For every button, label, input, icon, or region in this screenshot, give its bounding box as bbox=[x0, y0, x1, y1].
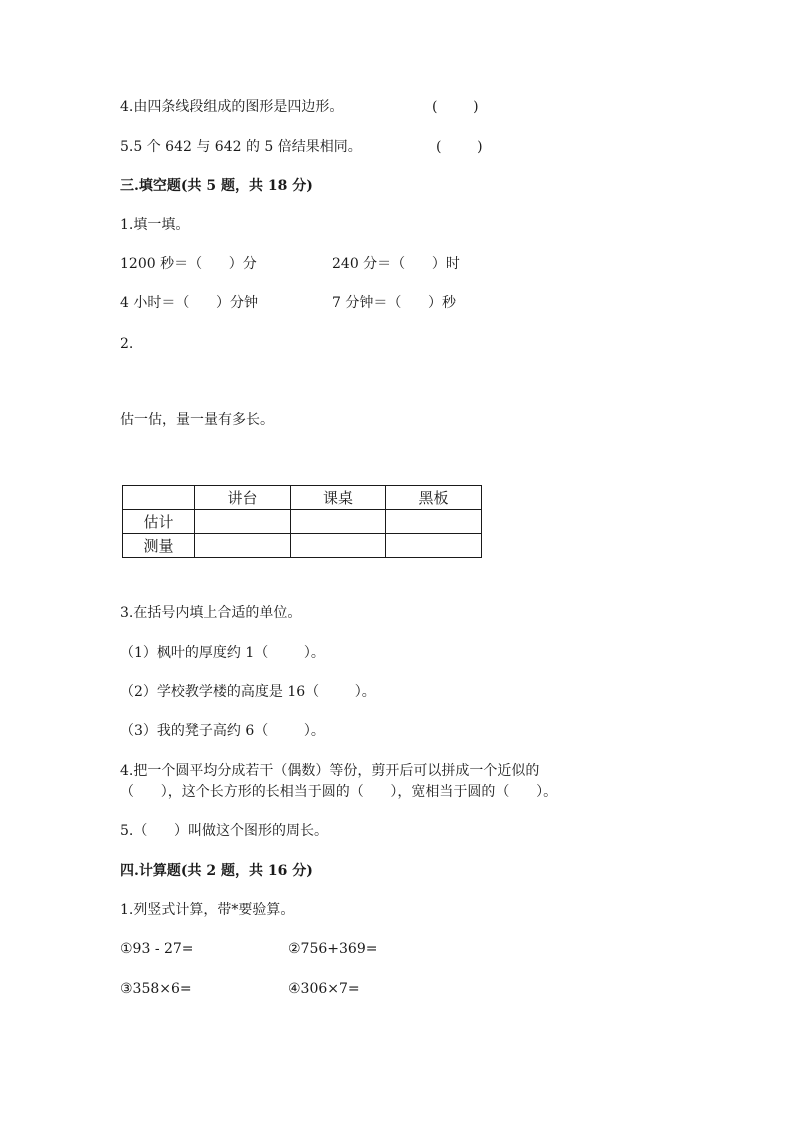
table-header-cell: 黑板 bbox=[386, 486, 482, 510]
unit-item: （1）枫叶的厚度约 1（ ）。 bbox=[120, 645, 325, 661]
table-cell bbox=[291, 510, 386, 534]
s3-question-4-line-1: 4.把一个圆平均分成若干（偶数）等份，剪开后可以拼成一个近似的 bbox=[120, 763, 540, 779]
s3-question-2-label: 2. bbox=[120, 336, 134, 352]
measure-table bbox=[122, 485, 482, 558]
question-5-text: 5.5 个 642 与 642 的 5 倍结果相同。 bbox=[120, 139, 362, 155]
table-row-label: 估计 bbox=[123, 510, 195, 534]
table-cell bbox=[386, 534, 482, 558]
table-cell bbox=[386, 510, 482, 534]
calc-problem: ①93 - 27= bbox=[120, 941, 194, 957]
fill-item-minutes-hours: 240 分＝（ ）时 bbox=[332, 256, 460, 272]
question-4-text: 4.由四条线段组成的图形是四边形。 bbox=[120, 99, 344, 115]
fill-item-minutes-seconds: 7 分钟＝（ ）秒 bbox=[332, 295, 457, 311]
s3-question-5: 5.（ ）叫做这个图形的周长。 bbox=[120, 823, 329, 839]
table-row bbox=[123, 510, 482, 534]
table-row-label: 测量 bbox=[123, 534, 195, 558]
s3-question-1-label: 1.填一填。 bbox=[120, 217, 190, 233]
s3-question-3-label: 3.在括号内填上合适的单位。 bbox=[120, 605, 302, 621]
table-cell bbox=[195, 510, 291, 534]
unit-item: （3）我的凳子高约 6（ ）。 bbox=[120, 723, 325, 739]
table-row bbox=[123, 534, 482, 558]
s4-question-1-label: 1.列竖式计算，带*要验算。 bbox=[120, 902, 295, 918]
fill-item-seconds-minutes: 1200 秒＝（ ）分 bbox=[120, 256, 257, 272]
unit-item: （2）学校教学楼的高度是 16（ ）。 bbox=[120, 684, 376, 700]
section-3-heading: 三.填空题(共 5 题，共 18 分) bbox=[120, 178, 313, 194]
table-header-cell: 讲台 bbox=[195, 486, 291, 510]
table-header-cell: 课桌 bbox=[291, 486, 386, 510]
section-4-heading: 四.计算题(共 2 题，共 16 分) bbox=[120, 863, 313, 879]
s3-question-2-instruction: 估一估，量一量有多长。 bbox=[120, 412, 274, 428]
table-cell bbox=[123, 486, 195, 510]
table-header-row bbox=[123, 486, 482, 510]
calc-problem: ②756+369= bbox=[288, 941, 378, 957]
calc-problem: ④306×7= bbox=[288, 981, 360, 997]
table-cell bbox=[291, 534, 386, 558]
fill-item-hours-minutes: 4 小时＝（ ）分钟 bbox=[120, 295, 259, 311]
answer-paren: ( ) bbox=[436, 139, 483, 155]
s3-question-4-line-2: （ ），这个长方形的长相当于圆的（ ），宽相当于圆的（ ）。 bbox=[120, 784, 558, 800]
answer-paren: ( ) bbox=[432, 99, 479, 115]
calc-problem: ③358×6= bbox=[120, 981, 192, 997]
table-cell bbox=[195, 534, 291, 558]
